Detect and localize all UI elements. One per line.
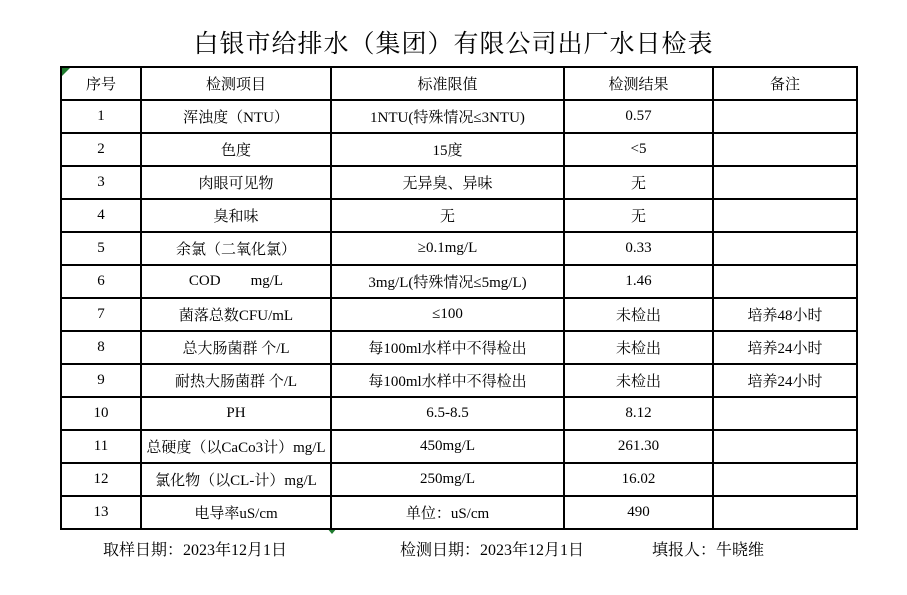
cell-seq: 13 bbox=[61, 496, 141, 529]
inspection-table bbox=[60, 66, 858, 530]
cell-seq: 11 bbox=[61, 430, 141, 463]
cell-standard: 每100ml水样中不得检出 bbox=[331, 364, 564, 397]
header-standard: 标准限值 bbox=[331, 67, 564, 100]
cell-result: 无 bbox=[564, 199, 713, 232]
cell-seq: 5 bbox=[61, 232, 141, 265]
cell-remark bbox=[713, 397, 857, 430]
cell-result: 490 bbox=[564, 496, 713, 529]
cell-seq: 2 bbox=[61, 133, 141, 166]
cell-seq: 6 bbox=[61, 265, 141, 298]
cell-standard: ≤100 bbox=[331, 298, 564, 331]
table-row bbox=[61, 232, 857, 265]
cell-item: PH bbox=[141, 397, 331, 430]
page-title: 白银市给排水（集团）有限公司出厂水日检表 bbox=[193, 31, 714, 58]
cell-seq: 9 bbox=[61, 364, 141, 397]
cell-seq: 3 bbox=[61, 166, 141, 199]
table-row bbox=[61, 397, 857, 430]
cell-result: 0.33 bbox=[564, 232, 713, 265]
cell-result: 8.12 bbox=[564, 397, 713, 430]
cell-result: 未检出 bbox=[564, 298, 713, 331]
reporter-value: 牛晓维 bbox=[716, 542, 765, 559]
cell-item: 耐热大肠菌群 个/L bbox=[141, 364, 331, 397]
cell-item: 臭和味 bbox=[141, 199, 331, 232]
cell-remark bbox=[713, 430, 857, 463]
cell-result: 0.57 bbox=[564, 100, 713, 133]
table-row bbox=[61, 199, 857, 232]
sampling-date bbox=[103, 537, 287, 560]
cell-standard: 15度 bbox=[331, 133, 564, 166]
cell-seq: 1 bbox=[61, 100, 141, 133]
cell-standard: 3mg/L(特殊情况≤5mg/L) bbox=[331, 265, 564, 298]
cell-seq: 8 bbox=[61, 331, 141, 364]
cell-item: 菌落总数CFU/mL bbox=[141, 298, 331, 331]
cell-item: COD mg/L bbox=[141, 265, 331, 298]
table-row bbox=[61, 331, 857, 364]
cell-item: 氯化物（以CL-计）mg/L bbox=[141, 463, 331, 496]
cell-remark bbox=[713, 166, 857, 199]
cell-result: 未检出 bbox=[564, 364, 713, 397]
sampling-date-value: 2023年12月1日 bbox=[183, 542, 288, 559]
cell-standard: 无 bbox=[331, 199, 564, 232]
table-row bbox=[61, 463, 857, 496]
cell-item: 电导率uS/cm bbox=[141, 496, 331, 529]
cell-remark: 培养24小时 bbox=[713, 364, 857, 397]
header-result: 检测结果 bbox=[564, 67, 713, 100]
cell-standard: ≥0.1mg/L bbox=[331, 232, 564, 265]
testing-date-label: 检测日期： bbox=[400, 542, 481, 559]
cell-remark bbox=[713, 100, 857, 133]
header-remark: 备注 bbox=[713, 67, 857, 100]
cell-result: 无 bbox=[564, 166, 713, 199]
header-seq: 序号 bbox=[61, 67, 141, 100]
cell-seq: 10 bbox=[61, 397, 141, 430]
cell-item: 肉眼可见物 bbox=[141, 166, 331, 199]
cell-result: 未检出 bbox=[564, 331, 713, 364]
testing-date bbox=[400, 537, 584, 560]
cell-remark bbox=[713, 463, 857, 496]
testing-date-value: 2023年12月1日 bbox=[480, 542, 585, 559]
cell-remark bbox=[713, 133, 857, 166]
table-row bbox=[61, 298, 857, 331]
cell-result: 1.46 bbox=[564, 265, 713, 298]
cell-seq: 7 bbox=[61, 298, 141, 331]
table-row bbox=[61, 430, 857, 463]
cell-standard: 每100ml水样中不得检出 bbox=[331, 331, 564, 364]
cell-seq: 12 bbox=[61, 463, 141, 496]
cell-seq: 4 bbox=[61, 199, 141, 232]
header-row bbox=[61, 67, 857, 100]
cell-item: 余氯（二氧化氯） bbox=[141, 232, 331, 265]
cell-item: 总大肠菌群 个/L bbox=[141, 331, 331, 364]
cell-item: 总硬度（以CaCo3计）mg/L bbox=[141, 430, 331, 463]
cell-result: 16.02 bbox=[564, 463, 713, 496]
table-row bbox=[61, 166, 857, 199]
header-item: 检测项目 bbox=[141, 67, 331, 100]
table-row bbox=[61, 265, 857, 298]
cell-remark bbox=[713, 265, 857, 298]
cell-standard: 250mg/L bbox=[331, 463, 564, 496]
cell-remark bbox=[713, 232, 857, 265]
cell-remark bbox=[713, 199, 857, 232]
table-row bbox=[61, 364, 857, 397]
cell-item: 浑浊度（NTU） bbox=[141, 100, 331, 133]
table-row bbox=[61, 133, 857, 166]
table-row bbox=[61, 496, 857, 529]
cell-standard: 450mg/L bbox=[331, 430, 564, 463]
cell-standard: 1NTU(特殊情况≤3NTU) bbox=[331, 100, 564, 133]
cell-result: 261.30 bbox=[564, 430, 713, 463]
cell-standard: 单位：uS/cm bbox=[331, 496, 564, 529]
table-row bbox=[61, 100, 857, 133]
reporter bbox=[652, 537, 764, 560]
cell-remark: 培养24小时 bbox=[713, 331, 857, 364]
cell-result: <5 bbox=[564, 133, 713, 166]
cell-item: 色度 bbox=[141, 133, 331, 166]
cell-standard: 无异臭、异味 bbox=[331, 166, 564, 199]
cell-remark bbox=[713, 496, 857, 529]
cell-remark: 培养48小时 bbox=[713, 298, 857, 331]
sampling-date-label: 取样日期： bbox=[103, 542, 184, 559]
cell-standard: 6.5-8.5 bbox=[331, 397, 564, 430]
reporter-label: 填报人： bbox=[652, 542, 717, 559]
